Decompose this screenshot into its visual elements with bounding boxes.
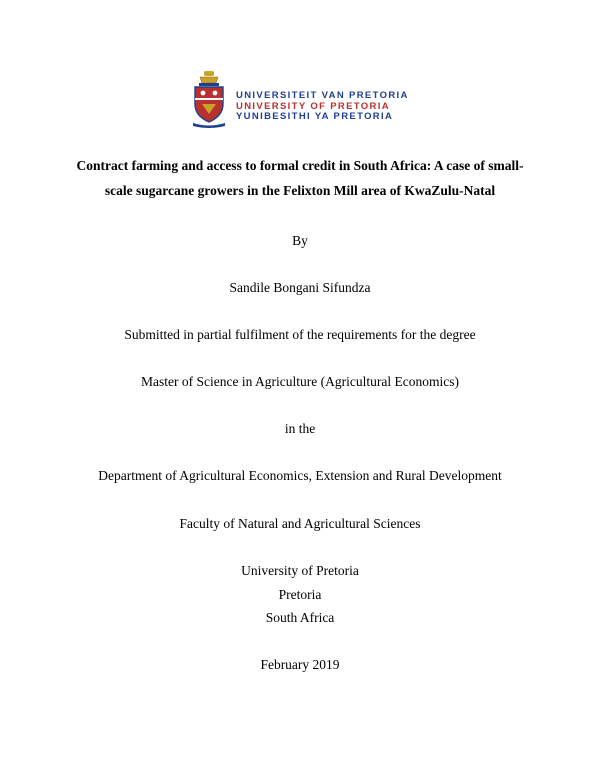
logo-line-sepedi: YUNIBESITHI YA PRETORIA [236,111,394,122]
department-name: Department of Agricultural Economics, Extension and Rural Development [98,468,502,483]
submission-date: February 2019 [260,657,340,672]
thesis-title [40,153,560,203]
by-label: By [292,233,308,248]
city-name: Pretoria [278,587,322,602]
country-name: South Africa [265,610,335,625]
thesis-title-line-1: Contract farming and access to formal credit in South Africa: A case of small- [76,158,524,173]
logo-line-afrikaans: UNIVERSITEIT VAN PRETORIA [236,90,409,101]
author-name: Sandile Bongani Sifundza [229,280,371,295]
thesis-title-line-2: scale sugarcane growers in the Felixton Mill area of KwaZulu-Natal [104,183,496,198]
university-logo [191,70,409,128]
submission-statement: Submitted in partial fulfilment of the requirements for the degree [124,327,476,342]
university-name-block [236,91,409,123]
university-name: University of Pretoria [241,563,359,578]
in-the-label: in the [284,421,316,436]
university-crest-icon [191,70,227,128]
faculty-name: Faculty of Natural and Agricultural Sciences [179,516,421,531]
degree-name: Master of Science in Agriculture (Agricultural Economics) [141,374,459,389]
logo-line-english: UNIVERSITY OF PRETORIA [236,100,390,112]
